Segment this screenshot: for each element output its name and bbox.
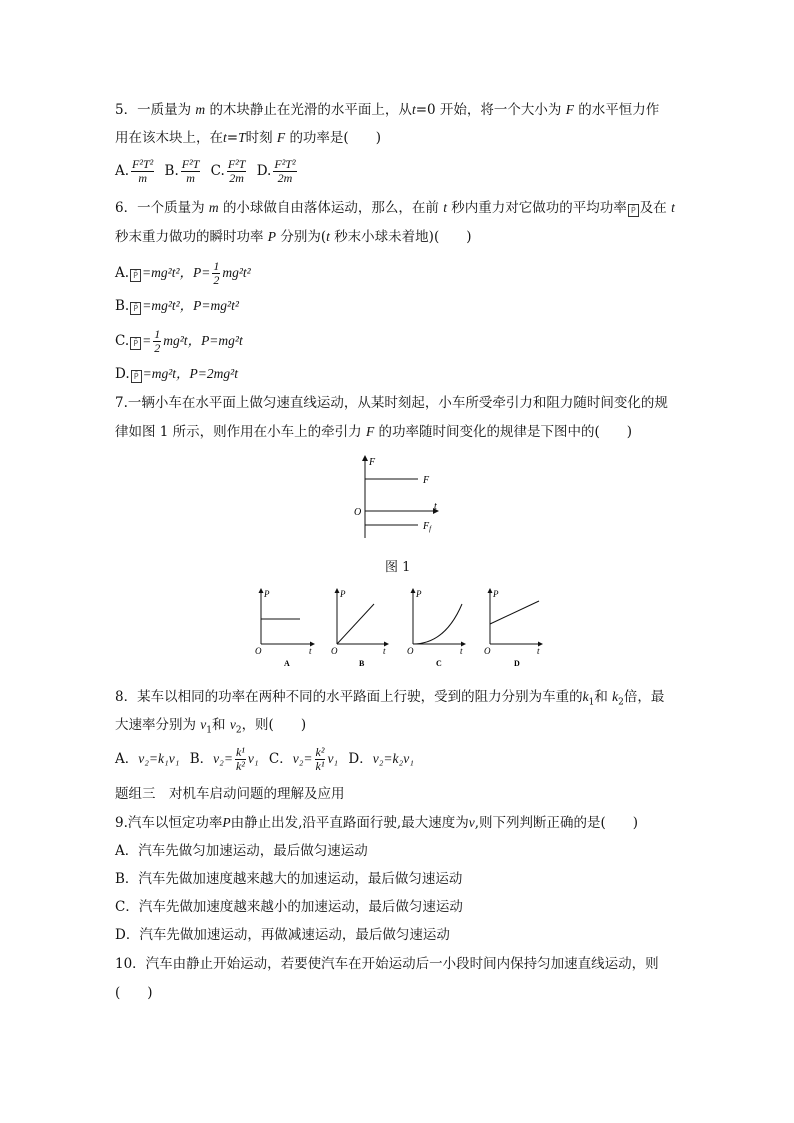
svg-text:t: t <box>537 646 540 656</box>
q5-number: 5． <box>115 102 138 118</box>
graph-b-curve <box>337 604 374 644</box>
q5-option-d: D. $\frac{\text{F²T²}}{2m}$ <box>256 157 296 185</box>
graph-d-label: D <box>514 659 520 668</box>
average-power-symbol: P̄ <box>628 204 639 217</box>
svg-text:P: P <box>416 589 422 599</box>
q9-stem: 9.汽车以恒定功率P由静止出发,沿平直路面行驶,最大速度为v,则下列判断正确的是( ) <box>115 815 639 831</box>
q5-line1: 5．一质量为 m 的木块静止在光滑的水平面上，从t=0 开始，将一个大小为 F 的水平恒力作 <box>115 102 660 118</box>
graph-a <box>255 589 314 668</box>
svg-text:Ff: $F_f$ <box>423 521 432 533</box>
figure-1-caption: 图 1 <box>385 560 411 575</box>
q6-option-d: D. P̄ =mg²t，P=2mg²t <box>115 366 238 382</box>
q5-options <box>115 154 299 188</box>
svg-text:O: O <box>255 646 262 656</box>
graph-b-label: B <box>359 659 365 668</box>
svg-text:P: P <box>264 589 270 599</box>
svg-text:O: O <box>484 646 491 656</box>
q5-option-c: C. $\frac{\text{F²T}}{2m}$ <box>210 157 246 185</box>
q6-line2: 秒末重力做功的瞬时功率 P 分别为(t 秒末小球未着地)( ) <box>115 229 472 245</box>
q9-option-d: D．汽车先做加速运动，再做减速运动，最后做匀速运动 <box>115 927 450 943</box>
q8-options <box>115 742 414 776</box>
q5-line2: 用在该木块上，在t=T时刻 F 的功率是( ) <box>115 130 381 146</box>
q9-option-c: C．汽车先做加速度越来越小的加速运动，最后做匀速运动 <box>115 899 463 915</box>
q6-line1: 6．一个质量为 m 的小球做自由落体运动，那么，在前 t 秒内重力对它做功的平均功率 P̄ 及在 t <box>115 200 675 216</box>
q6-option-a: A. P̄ =mg²t²，P= $\frac{1}{2}$ mg²t² <box>115 259 251 287</box>
q7-line1: 7.一辆小车在水平面上做匀速直线运动，从某时刻起，小车所受牵引力和阻力随时间变化的规 <box>115 395 668 411</box>
q10-line1: 10．汽车由静止开始运动，若要使汽车在开始运动后一小段时间内保持匀加速直线运动，则 <box>115 956 659 972</box>
graph-b <box>331 589 388 668</box>
graph-c <box>407 589 465 668</box>
q8-option-b: B．v₂= $\frac{\text{k¹}}{\text{k²}}$ v₁ <box>189 745 259 773</box>
svg-text:t: t <box>309 646 312 656</box>
svg-text:O: O <box>407 646 414 656</box>
graph-a-label: A <box>284 659 290 668</box>
q8-line1: 8．某车以相同的功率在两种不同的水平路面上行驶，受到的阻力分别为车重的$k_1$和 $k_2$倍，最 <box>115 689 665 708</box>
graph-c-label: C <box>436 659 442 668</box>
q10-line2: ( ) <box>115 985 153 1001</box>
figure-1 <box>330 450 460 540</box>
q5-option-a: A. $\frac{\text{F²T²}}{m}$ <box>115 157 154 185</box>
fig1-resistance-label: F <box>423 521 430 532</box>
q9-option-b: B．汽车先做加速度越来越大的加速运动，最后做匀速运动 <box>115 871 463 887</box>
answer-graphs <box>250 584 550 670</box>
q7-line2: 律如图 1 所示，则作用在小车上的牵引力 F 的功率随时间变化的规律是下图中的( ) <box>115 424 633 440</box>
q9-option-a: A．汽车先做匀加速运动，最后做匀速运动 <box>115 843 368 859</box>
q8-option-d: D．v₂=k₂v₁ <box>348 751 414 767</box>
q5-option-b: B. $\frac{\text{F²T}}{m}$ <box>164 157 200 185</box>
graph-d-curve <box>490 601 539 624</box>
graph-c-curve <box>413 604 462 644</box>
group3-heading: 题组三 对机车启动问题的理解及应用 <box>115 786 345 802</box>
q6-option-c: C. P̄ = $\frac{1}{2}$ mg²t，P=mg²t <box>115 327 243 355</box>
q6-option-b: B. P̄ =mg²t²，P=mg²t² <box>115 298 239 314</box>
svg-text:P: P <box>493 589 499 599</box>
svg-text:P: P <box>340 589 346 599</box>
svg-text:O: O <box>331 646 338 656</box>
fig1-x-label: t <box>434 501 437 512</box>
q8-line2: 大速率分别为 $v_1$和 $v_2$，则( ) <box>115 717 307 736</box>
svg-text:t: t <box>460 646 463 656</box>
fig1-y-label: F <box>369 457 376 468</box>
svg-text:t: t <box>383 646 386 656</box>
graph-d <box>484 589 542 668</box>
q8-option-c: C．v₂= $\frac{\text{k²}}{\text{k¹}}$ v₁ <box>268 745 339 773</box>
q8-option-a: A．v₂=k₁v₁ <box>115 751 180 767</box>
fig1-origin: O <box>354 507 362 518</box>
fig1-traction-label: F <box>423 475 430 486</box>
